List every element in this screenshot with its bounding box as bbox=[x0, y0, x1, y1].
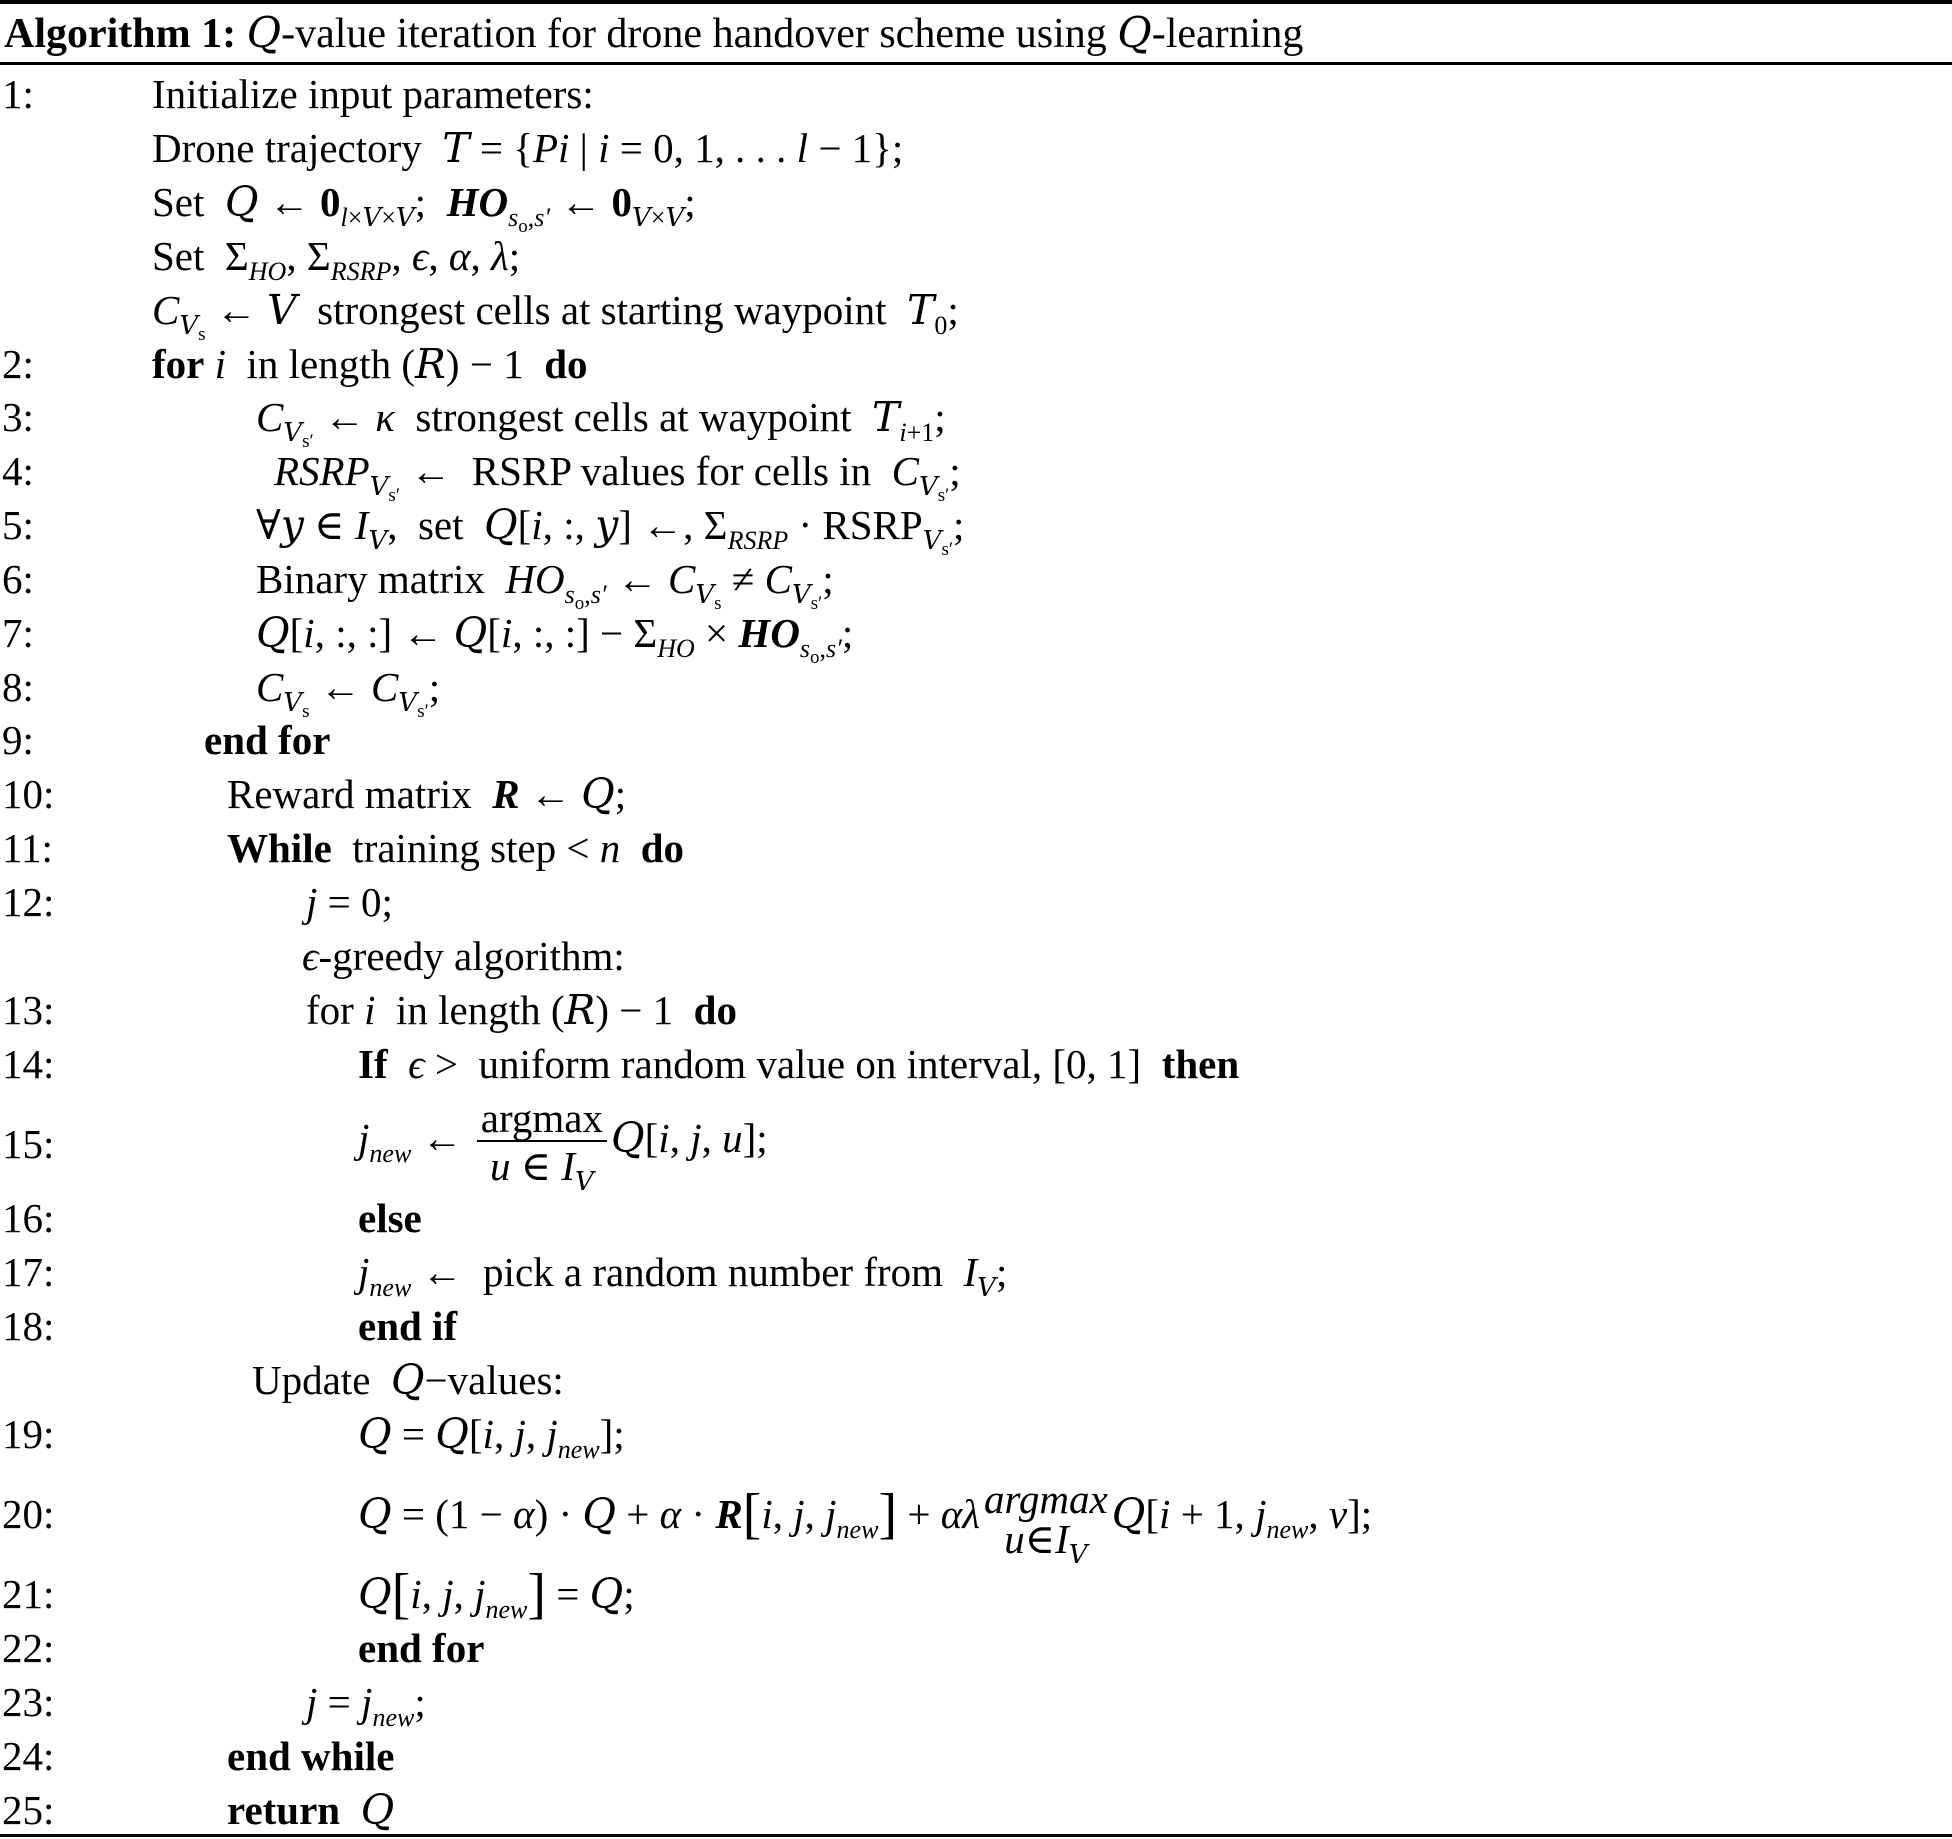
line-23: $j = j_{new}$; bbox=[306, 1679, 426, 1732]
line-number: 23: bbox=[2, 1679, 55, 1725]
line-11: While training step < n do bbox=[227, 825, 685, 871]
line-6: Binary matrix $HO_{s_o,s'}$ ← $C_{V_s} \ne C_{V_{s'}}$; bbox=[256, 556, 834, 614]
line-15: $j_{new}$ ← $\frac{\text{argmax}}{u \in I_V}$ Q[i, j, u]; bbox=[358, 1094, 768, 1197]
line-number: 2: bbox=[2, 341, 34, 387]
line-number: 12: bbox=[2, 879, 55, 925]
argmax-stack: argmax $u\in I_V$ bbox=[984, 1475, 1108, 1570]
caption-rule bbox=[0, 62, 1952, 65]
bottom-rule bbox=[0, 1834, 1952, 1837]
line-1: Initialize input parameters: bbox=[152, 71, 594, 117]
line-number: 21: bbox=[2, 1571, 55, 1617]
line-number: 3: bbox=[2, 394, 34, 440]
line-4: $RSRP_{V_{s'}}$ ← RSRP values for cells in $C_{V_{s'}}$; bbox=[274, 448, 961, 506]
line-number: 16: bbox=[2, 1195, 55, 1241]
line-17: $j_{new}$ ← pick a random number from $I_V$; bbox=[358, 1249, 1008, 1303]
line-24: end while bbox=[227, 1733, 395, 1779]
line-number: 4: bbox=[2, 448, 34, 494]
line-number: 10: bbox=[2, 771, 55, 817]
line-number: 9: bbox=[2, 717, 34, 763]
line-2: for i in length (R) − 1 do bbox=[152, 340, 588, 388]
line-22: end for bbox=[358, 1625, 485, 1671]
line-19: Q = Q[i, j, $j_{new}$]; bbox=[358, 1410, 625, 1464]
line-number: 24: bbox=[2, 1733, 55, 1779]
line-5: ∀y ∈ $I_V$, set Q[i, :, y] ←, $\Sigma_{RSRP}$ · $RSRP_{V_{s'}}$; bbox=[256, 501, 965, 560]
line-1-strongest: $C_{V_s}$ ← V strongest cells at starting waypoint $T_0$; bbox=[152, 286, 959, 345]
argmax-fraction: $\frac{\text{argmax}}{u \in I_V}$ bbox=[477, 1096, 607, 1190]
update-label: Update Q−values: bbox=[252, 1356, 564, 1404]
line-number: 20: bbox=[2, 1491, 55, 1537]
line-number: 18: bbox=[2, 1303, 55, 1349]
line-number: 25: bbox=[2, 1787, 55, 1833]
line-25: return Q bbox=[227, 1786, 395, 1834]
line-18: end if bbox=[358, 1303, 458, 1349]
line-13: for i in length (R) − 1 do bbox=[306, 986, 737, 1034]
line-21: Q[i, j, $j_{new}] = Q$; bbox=[358, 1563, 635, 1625]
line-12-greedy: ϵ-greedy algorithm: bbox=[302, 933, 625, 979]
line-1-set-q: Set Q ← $0_{l\times V\times V}$; $HO_{s_o,s'}$ ← $0_{V\times V}$; bbox=[152, 178, 696, 237]
line-1-trajectory: Drone trajectory T = {Pi | i = 0, 1, . . . l − 1}; bbox=[152, 124, 904, 172]
line-number: 17: bbox=[2, 1249, 55, 1295]
line-number: 19: bbox=[2, 1411, 55, 1457]
line-16: else bbox=[358, 1195, 422, 1241]
line-number: 22: bbox=[2, 1625, 55, 1671]
line-8: $C_{V_s}$ ← $C_{V_{s'}}$; bbox=[256, 664, 441, 722]
line-number: 8: bbox=[2, 664, 34, 710]
caption-label: Algorithm 1: bbox=[4, 11, 237, 57]
line-number: 7: bbox=[2, 610, 34, 656]
algorithm-caption: Algorithm 1: Q-value iteration for drone handover scheme using Q-learning bbox=[4, 8, 1304, 57]
line-12: j = 0; bbox=[306, 879, 393, 925]
line-number: 5: bbox=[2, 502, 34, 548]
line-number: 15: bbox=[2, 1121, 55, 1167]
line-10: Reward matrix R ← Q; bbox=[227, 770, 627, 818]
line-7: Q[i, :, :] ← Q[i, :, :] − $\Sigma_{HO} \times HO_{s_o,s'}$; bbox=[256, 609, 854, 668]
line-number: 13: bbox=[2, 987, 55, 1033]
line-number: 6: bbox=[2, 556, 34, 602]
line-9: end for bbox=[204, 717, 331, 763]
line-number: 11: bbox=[2, 825, 53, 871]
line-20: Q = (1 − α) · Q + α · R[i, j, $j_{new}] + \alpha\lambda$ argmax $u\in I_V$ Q[i + 1, $j_{new}$, v]; bbox=[358, 1475, 1373, 1570]
line-1-set-params: Set $\Sigma_{HO}$, $\Sigma_{RSRP}$, ϵ, α, λ; bbox=[152, 233, 521, 286]
line-number: 14: bbox=[2, 1041, 55, 1087]
line-14: If ϵ > uniform random value on interval, [0, 1] then bbox=[358, 1041, 1240, 1087]
line-3: $C_{V_{s'}}$ ← κ strongest cells at waypoint $T_{i+1}$; bbox=[256, 393, 946, 452]
line-number: 1: bbox=[2, 71, 34, 117]
